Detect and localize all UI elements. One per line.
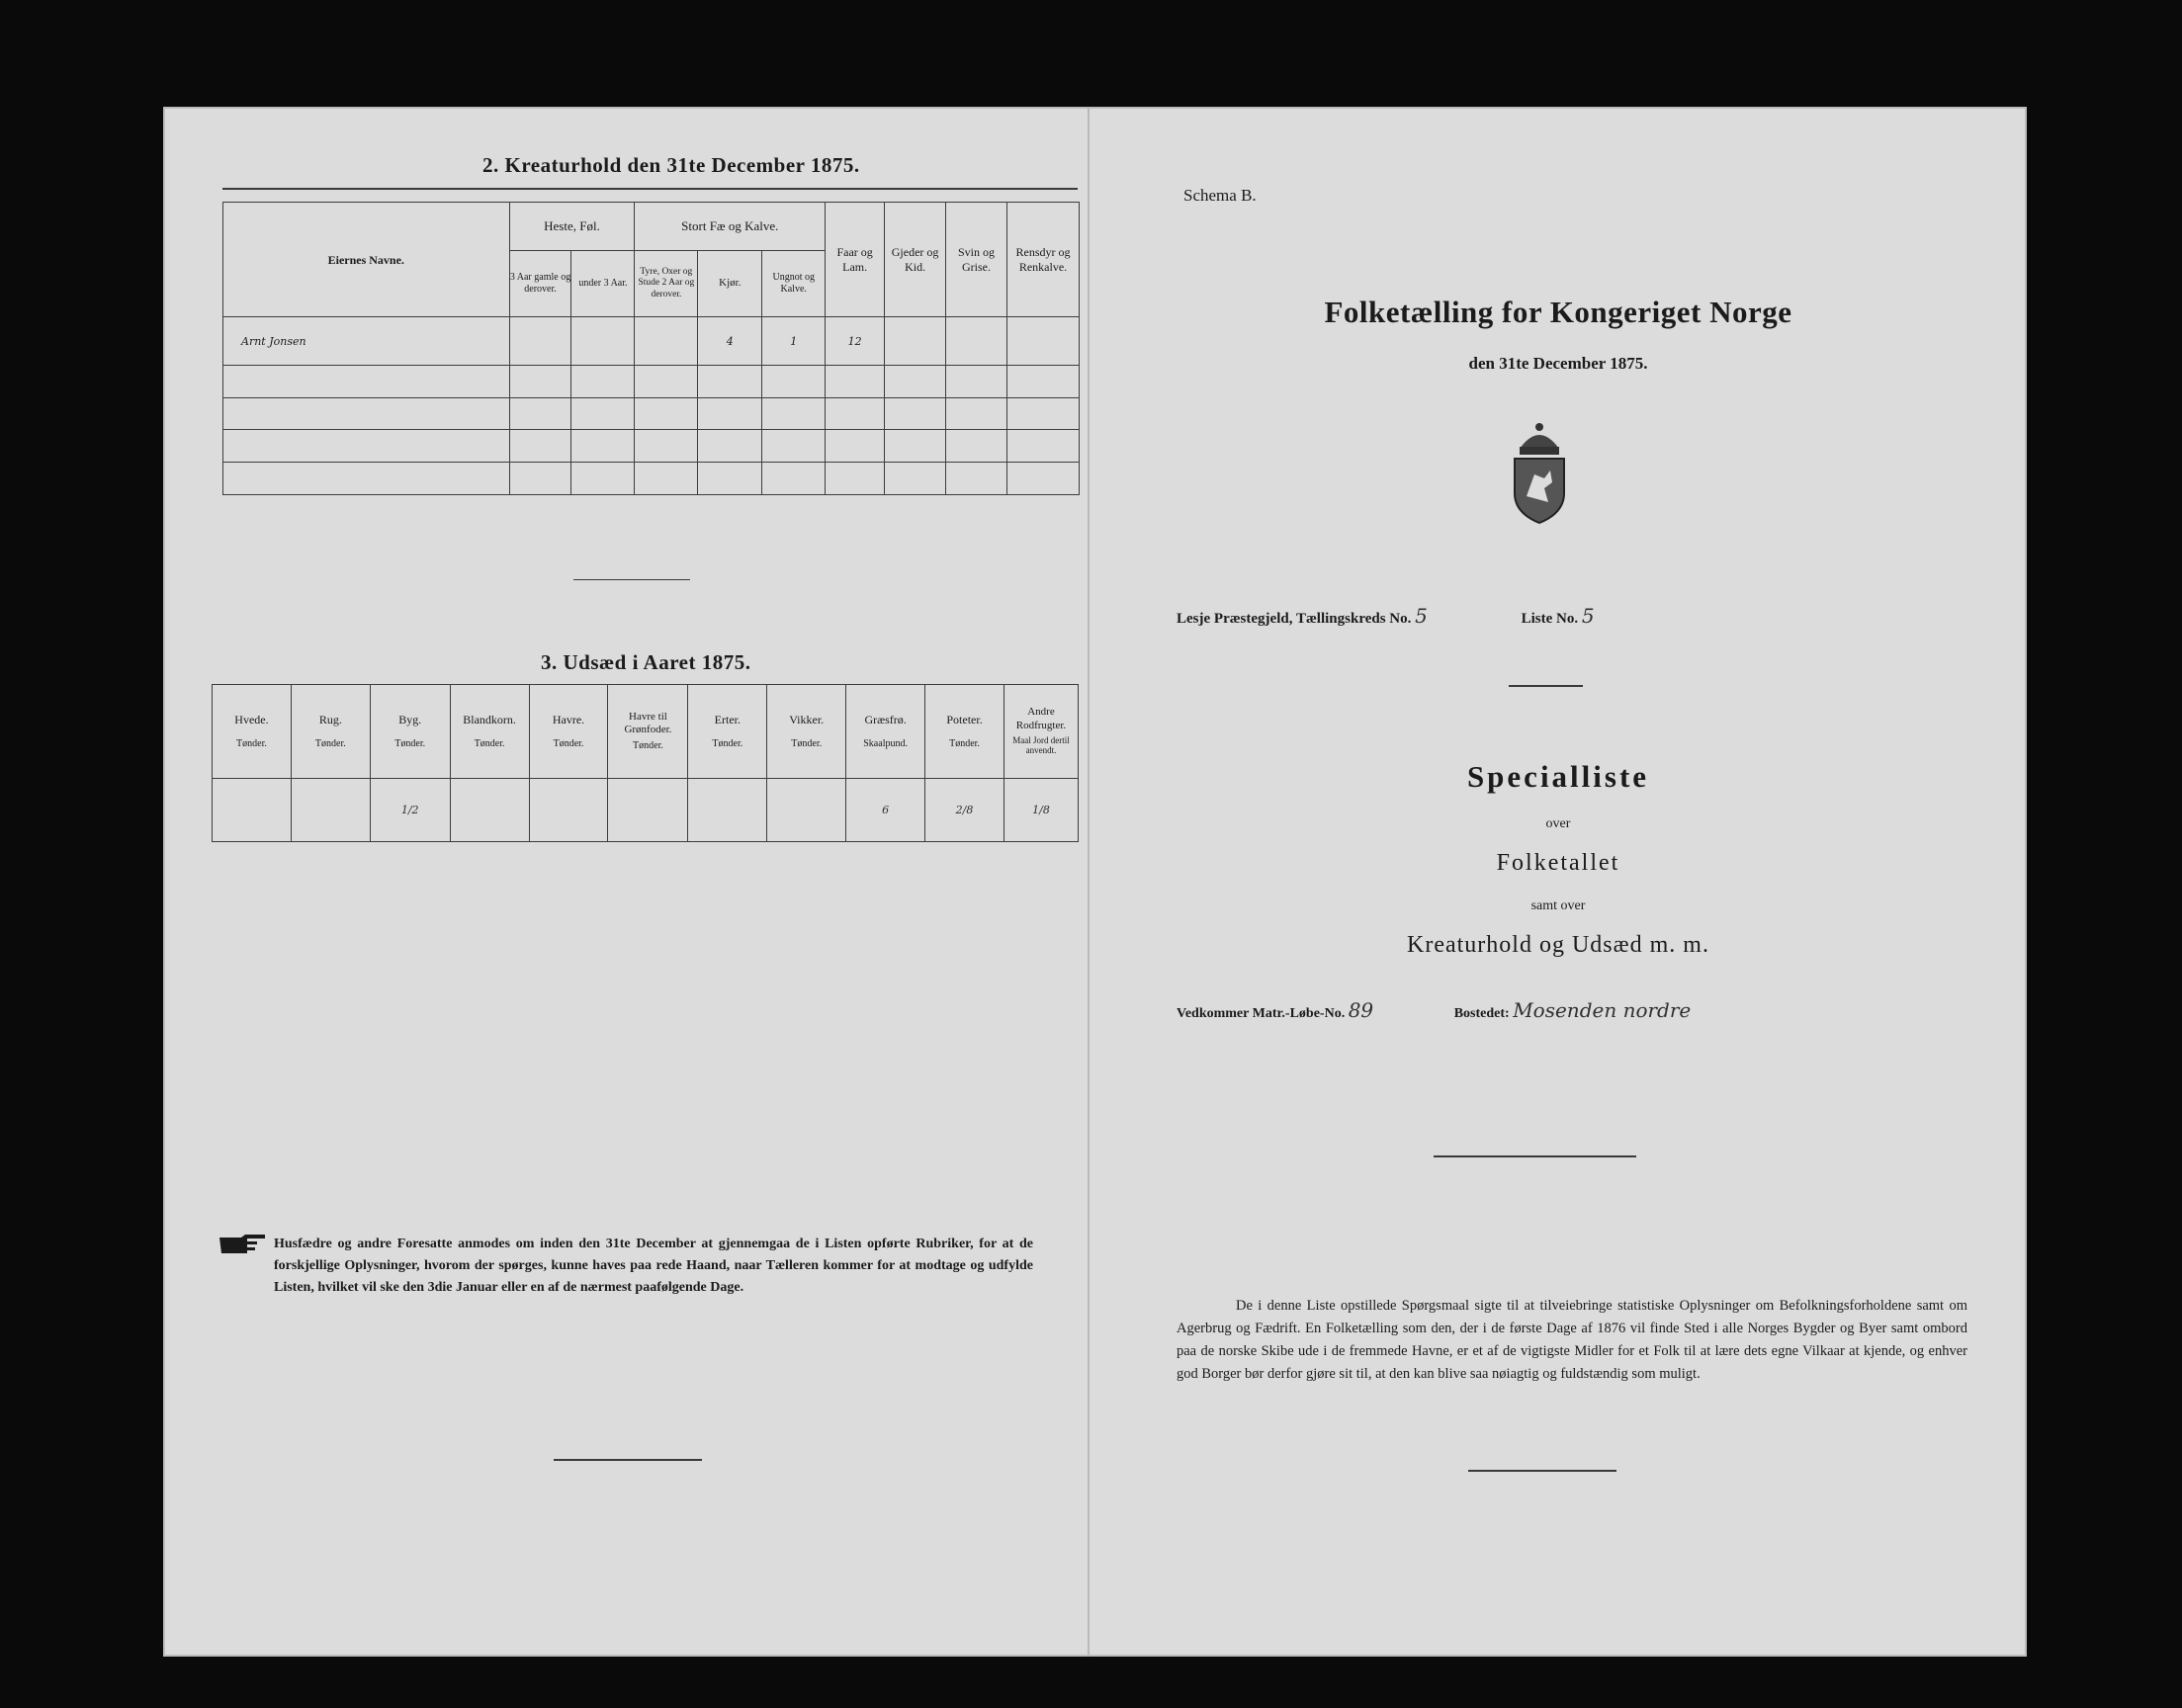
seed-value-cell: 1/2 bbox=[370, 778, 450, 841]
divider bbox=[1434, 1155, 1636, 1157]
horses-group-header: Heste, Føl. bbox=[509, 203, 635, 251]
seed-value-cell bbox=[291, 778, 370, 841]
barley-header: Byg. Tønder. bbox=[370, 685, 450, 779]
seed-value-cell: 1/8 bbox=[1004, 778, 1078, 841]
divider bbox=[554, 1459, 702, 1461]
right-page bbox=[1090, 107, 2027, 1657]
young-cattle-header: Ungnot og Kalve. bbox=[762, 250, 826, 317]
divider bbox=[1509, 685, 1583, 687]
divider bbox=[1468, 1470, 1616, 1472]
horses-3plus-header: 3 Aar gamle og derover. bbox=[509, 250, 571, 317]
census-title: Folketælling for Kongeriget Norge bbox=[1324, 295, 1792, 329]
sheep-header: Faar og Lam. bbox=[826, 203, 885, 317]
table-row bbox=[223, 365, 1080, 397]
cows-header: Kjør. bbox=[698, 250, 762, 317]
district-value: 5 bbox=[1415, 604, 1428, 628]
cows-cell: 4 bbox=[698, 317, 762, 366]
goats-header: Gjeder og Kid. bbox=[885, 203, 946, 317]
pointing-hand-icon bbox=[218, 1232, 267, 1255]
cattle-group-header: Stort Fæ og Kalve. bbox=[635, 203, 826, 251]
folketallet-text: Folketallet bbox=[1496, 850, 1620, 876]
seed-value-cell bbox=[767, 778, 846, 841]
census-date: den 31te December 1875. bbox=[1468, 354, 1648, 373]
owner-cell: Arnt Jonsen bbox=[223, 317, 510, 366]
seed-value-cell bbox=[688, 778, 767, 841]
seed-value-cell bbox=[529, 778, 608, 841]
goats-cell bbox=[885, 317, 946, 366]
other-roots-header: Andre Rodfrugter. Maal Jord dertil anvendt. bbox=[1004, 685, 1078, 779]
left-page bbox=[163, 107, 1090, 1657]
list-label: Liste No. bbox=[1521, 611, 1579, 627]
matr-label: Vedkommer Matr.-Løbe-No. bbox=[1177, 1006, 1346, 1021]
seed-value-cell bbox=[450, 778, 529, 841]
property-line bbox=[1177, 998, 2007, 1022]
horses-under3-header: under 3 Aar. bbox=[571, 250, 635, 317]
table-row bbox=[223, 317, 1080, 366]
divider bbox=[222, 188, 1078, 190]
table-row bbox=[223, 463, 1080, 495]
bulls-cell bbox=[635, 317, 698, 366]
green-fodder-oats-header: Havre til Grønfoder. Tønder. bbox=[608, 685, 688, 779]
seed-value-cell: 2/8 bbox=[925, 778, 1004, 841]
matr-value: 89 bbox=[1348, 998, 1374, 1022]
seed-value-cell bbox=[213, 778, 292, 841]
table-row bbox=[223, 430, 1080, 463]
bostedet-value: Mosenden nordre bbox=[1513, 998, 1692, 1022]
census-sheet bbox=[163, 107, 2027, 1657]
horses-3plus-cell bbox=[509, 317, 571, 366]
list-value: 5 bbox=[1581, 604, 1595, 628]
specialliste-heading: Specialliste bbox=[1466, 759, 1650, 794]
potatoes-header: Poteter. Tønder. bbox=[925, 685, 1004, 779]
wheat-header: Hvede. Tønder. bbox=[213, 685, 292, 779]
samt-over-text: samt over bbox=[1530, 898, 1586, 913]
divider bbox=[573, 579, 690, 580]
oats-header: Havre. Tønder. bbox=[529, 685, 608, 779]
young-cattle-cell: 1 bbox=[762, 317, 826, 366]
sheep-cell: 12 bbox=[826, 317, 885, 366]
location-line bbox=[1177, 604, 1967, 628]
bulls-header: Tyre, Oxer og Stude 2 Aar og derover. bbox=[635, 250, 698, 317]
livestock-title: 2. Kreaturhold den 31te December 1875. bbox=[482, 153, 860, 177]
seed-value-cell: 6 bbox=[846, 778, 925, 841]
mixed-grain-header: Blandkorn. Tønder. bbox=[450, 685, 529, 779]
grass-seed-header: Græsfrø. Skaalpund. bbox=[846, 685, 925, 779]
seed-title: 3. Udsæd i Aaret 1875. bbox=[541, 650, 751, 674]
district-label: Tællingskreds No. bbox=[1295, 611, 1412, 627]
reindeer-cell bbox=[1006, 317, 1079, 366]
reindeer-header: Rensdyr og Renkalve. bbox=[1006, 203, 1079, 317]
pigs-cell bbox=[946, 317, 1007, 366]
seed-value-cell bbox=[608, 778, 688, 841]
instructions-notice: Husfædre og andre Foresatte anmodes om inden den 31te December at gjennemgaa de i Listen opførte Rubriker, for at de forskjellige Oplysninger, hvorom der spørges, kunne haves paa rede Haand, naar Tælleren kommer for at modtage og udfylde Listen, hvilket vil ske den 3die Januar eller en af de nærmest paafølgende Dage. bbox=[274, 1237, 1033, 1295]
vetches-header: Vikker. Tønder. bbox=[767, 685, 846, 779]
over-text: over bbox=[1545, 816, 1571, 831]
pigs-header: Svin og Grise. bbox=[946, 203, 1007, 317]
table-row bbox=[223, 397, 1080, 430]
parish-label: Lesje Præstegjeld, bbox=[1177, 611, 1293, 627]
peas-header: Erter. Tønder. bbox=[688, 685, 767, 779]
livestock-table bbox=[222, 202, 1080, 495]
seed-table bbox=[212, 684, 1079, 842]
explanatory-paragraph: De i denne Liste opstillede Spørgsmaal sigte til at tilveiebringe statistiske Oplysninger om Befolkningsforholdene samt om Agerbrug og Fædrift. En Folketælling som den, der i de første Dage af 1876 vil finde Sted i alle Norges Bygder og Byer samt ombord paa de norske Skibe ude i de fremmede Havne, er et af de vigtigste Midler for et Folk til at lære dets egne Vilkaar at kjende, og enhver god Borger bør derfor gjøre sit til, at den kan blive saa nøiagtig og fuldstændig som muligt. bbox=[1177, 1298, 1967, 1382]
horses-under3-cell bbox=[571, 317, 635, 366]
coat-of-arms-icon bbox=[1505, 419, 1574, 526]
rye-header: Rug. Tønder. bbox=[291, 685, 370, 779]
table-row bbox=[213, 778, 1079, 841]
kreaturhold-text: Kreaturhold og Udsæd m. m. bbox=[1407, 932, 1709, 958]
owner-header: Eiernes Navne. bbox=[223, 203, 510, 317]
bostedet-label: Bostedet: bbox=[1453, 1006, 1510, 1021]
schema-label: Schema B. bbox=[1183, 186, 1257, 205]
